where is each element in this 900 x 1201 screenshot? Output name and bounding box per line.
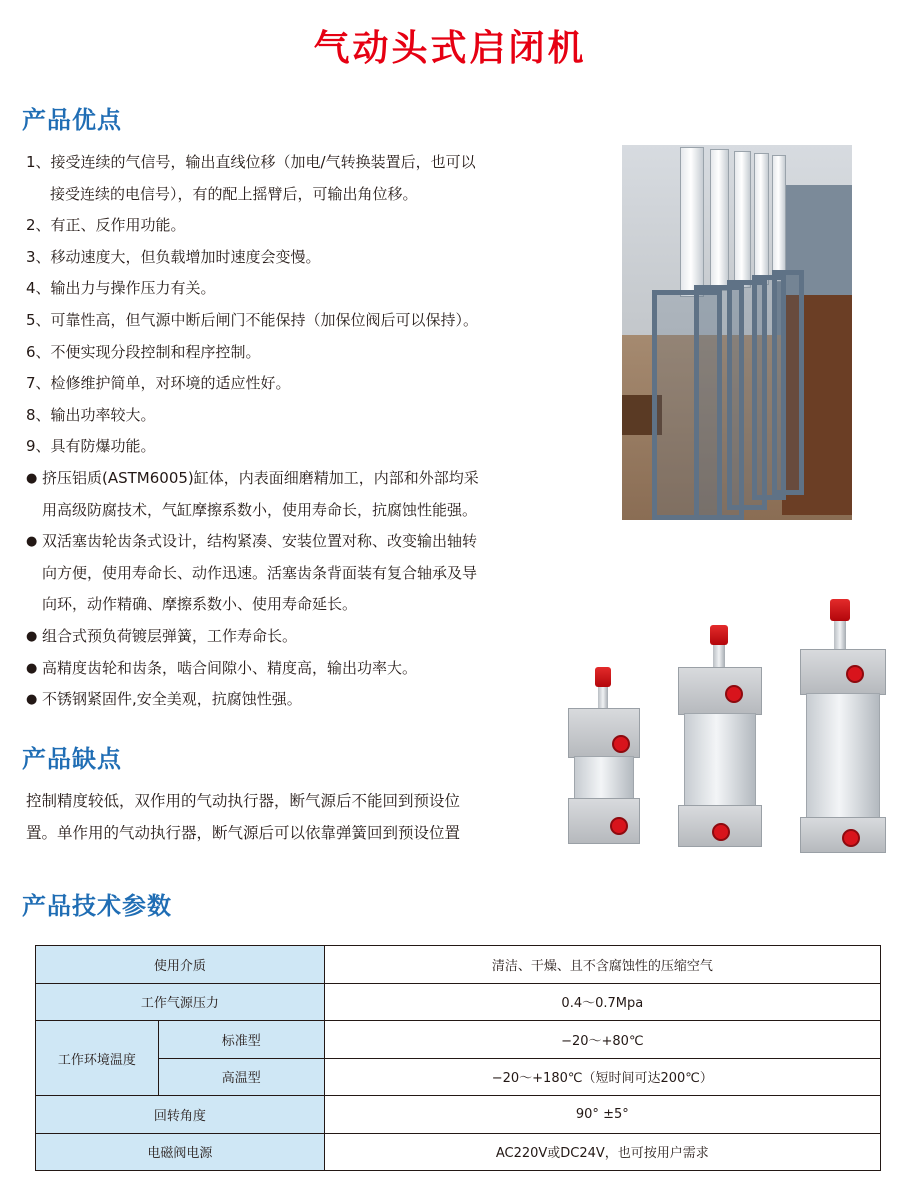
cylinder-cap bbox=[830, 599, 850, 621]
list-item bbox=[26, 305, 556, 337]
list-item-text: 7、检修维护简单，对环境的适应性好。 bbox=[26, 374, 291, 393]
bullet-item bbox=[26, 653, 556, 685]
bullet-line: 向方便，使用寿命长、动作迅速。活塞齿条背面装有复合轴承及导 bbox=[42, 563, 478, 582]
list-item-text: 4、输出力与操作压力有关。 bbox=[26, 279, 216, 298]
disadvantages-heading: 产品缺点 bbox=[22, 745, 122, 773]
spec-label: 使用介质 bbox=[36, 946, 325, 984]
spec-value: 清洁、干燥、且不含腐蚀性的压缩空气 bbox=[324, 946, 880, 984]
bullet-line: ● 高精度齿轮和齿条，啮合间隙小、精度高，输出功率大。 bbox=[42, 658, 418, 677]
bullet-line: 用高级防腐技术，气缸摩擦系数小，使用寿命长，抗腐蚀性能强。 bbox=[42, 500, 478, 519]
cylinder-rod bbox=[713, 645, 725, 667]
cylinder-rod bbox=[598, 687, 608, 709]
cylinder bbox=[754, 153, 769, 285]
cylinder-base bbox=[568, 798, 640, 844]
bullet-item bbox=[26, 463, 556, 526]
disadvantages-line: 置。单作用的气动执行器，断气源后可以依靠弹簧回到预设位置 bbox=[26, 823, 461, 842]
cylinder-body bbox=[684, 713, 756, 807]
specs-heading: 产品技术参数 bbox=[22, 892, 172, 920]
gate-hoist-photo bbox=[622, 145, 852, 520]
disadvantages-line: 控制精度较低，双作用的气动执行器，断气源后不能回到预设位 bbox=[26, 792, 461, 810]
cylinder-body bbox=[574, 756, 634, 800]
cylinder-cap bbox=[595, 667, 611, 687]
list-item bbox=[26, 400, 556, 432]
specs-table bbox=[35, 945, 881, 1171]
cylinder-port bbox=[610, 817, 628, 835]
list-item-text: 9、具有防爆功能。 bbox=[26, 437, 156, 456]
bullet-item bbox=[26, 621, 556, 653]
feature-bullets bbox=[26, 463, 556, 716]
bullet-line: ● 不锈钢紧固件,安全美观，抗腐蚀性强。 bbox=[42, 690, 302, 709]
advantages-heading: 产品优点 bbox=[22, 106, 122, 134]
list-item-text: 8、输出功率较大。 bbox=[26, 405, 156, 424]
list-item-text: 6、不便实现分段控制和程序控制。 bbox=[26, 342, 261, 361]
cylinder-body bbox=[806, 693, 880, 819]
bullet-item bbox=[26, 526, 556, 621]
advantages-list bbox=[26, 147, 556, 463]
page-title: 气动头式启闭机 bbox=[313, 28, 587, 69]
spec-label: 电磁阀电源 bbox=[36, 1133, 325, 1171]
cylinder-port bbox=[846, 665, 864, 683]
table-row bbox=[36, 1133, 881, 1171]
table-row bbox=[36, 1058, 881, 1096]
cylinder-port bbox=[612, 735, 630, 753]
cylinder-cap bbox=[710, 625, 728, 645]
list-item bbox=[26, 147, 556, 210]
bullet-line: ● 组合式预负荷镀层弹簧，工作寿命长。 bbox=[42, 626, 298, 645]
spec-value: −20～+80℃ bbox=[324, 1021, 880, 1059]
spec-label: 工作气源压力 bbox=[36, 983, 325, 1021]
list-item-text: 2、有正、反作用功能。 bbox=[26, 216, 186, 235]
cylinder bbox=[772, 155, 786, 282]
table-row bbox=[36, 983, 881, 1021]
list-item-text: 5、可靠性高，但气源中断后闸门不能保持（加保位阀后可以保持）。 bbox=[26, 310, 479, 329]
spec-sublabel: 高温型 bbox=[158, 1058, 324, 1096]
list-item bbox=[26, 210, 556, 242]
spec-value: 90° ±5° bbox=[324, 1096, 880, 1134]
bullet-line: ● 双活塞齿轮齿条式设计，结构紧凑、安装位置对称、改变输出轴转 bbox=[42, 532, 478, 551]
table-row bbox=[36, 1096, 881, 1134]
table-row bbox=[36, 1021, 881, 1059]
list-item-text: 1、接受连续的气信号，输出直线位移（加电/气转换装置后，也可以 bbox=[26, 153, 476, 171]
list-item bbox=[26, 273, 556, 305]
list-item bbox=[26, 242, 556, 274]
cylinders-photo bbox=[560, 595, 890, 855]
cylinder bbox=[734, 151, 751, 288]
table-row bbox=[36, 946, 881, 984]
cylinder-rod bbox=[834, 621, 846, 649]
list-item bbox=[26, 368, 556, 400]
spec-label: 工作环境温度 bbox=[36, 1021, 159, 1096]
list-item bbox=[26, 337, 556, 369]
cylinder bbox=[680, 147, 704, 297]
cylinder-head bbox=[800, 649, 886, 695]
list-item-text-cont: 接受连续的电信号），有的配上摇臂后，可输出角位移。 bbox=[50, 184, 418, 203]
cylinder-port bbox=[725, 685, 743, 703]
bullet-line: 向环，动作精确、摩擦系数小、使用寿命延长。 bbox=[42, 595, 358, 614]
list-item bbox=[26, 431, 556, 463]
disadvantages-text bbox=[26, 786, 546, 849]
gate-frame bbox=[652, 290, 722, 520]
bullet-item bbox=[26, 684, 556, 716]
spec-value: −20～+180℃（短时间可达200℃） bbox=[324, 1058, 880, 1096]
cylinder-port bbox=[712, 823, 730, 841]
bullet-line: ● 挤压铝质(ASTM6005)缸体，内表面细磨精加工，内部和外部均采 bbox=[42, 469, 479, 487]
cylinder-head bbox=[568, 708, 640, 758]
cylinder-port bbox=[842, 829, 860, 847]
spec-sublabel: 标准型 bbox=[158, 1021, 324, 1059]
list-item-text: 3、移动速度大，但负载增加时速度会变慢。 bbox=[26, 247, 321, 266]
cylinder bbox=[710, 149, 729, 291]
cylinder-head bbox=[678, 667, 762, 715]
spec-label: 回转角度 bbox=[36, 1096, 325, 1134]
spec-value: AC220V或DC24V，也可按用户需求 bbox=[324, 1133, 880, 1171]
spec-value: 0.4～0.7Mpa bbox=[324, 983, 880, 1021]
